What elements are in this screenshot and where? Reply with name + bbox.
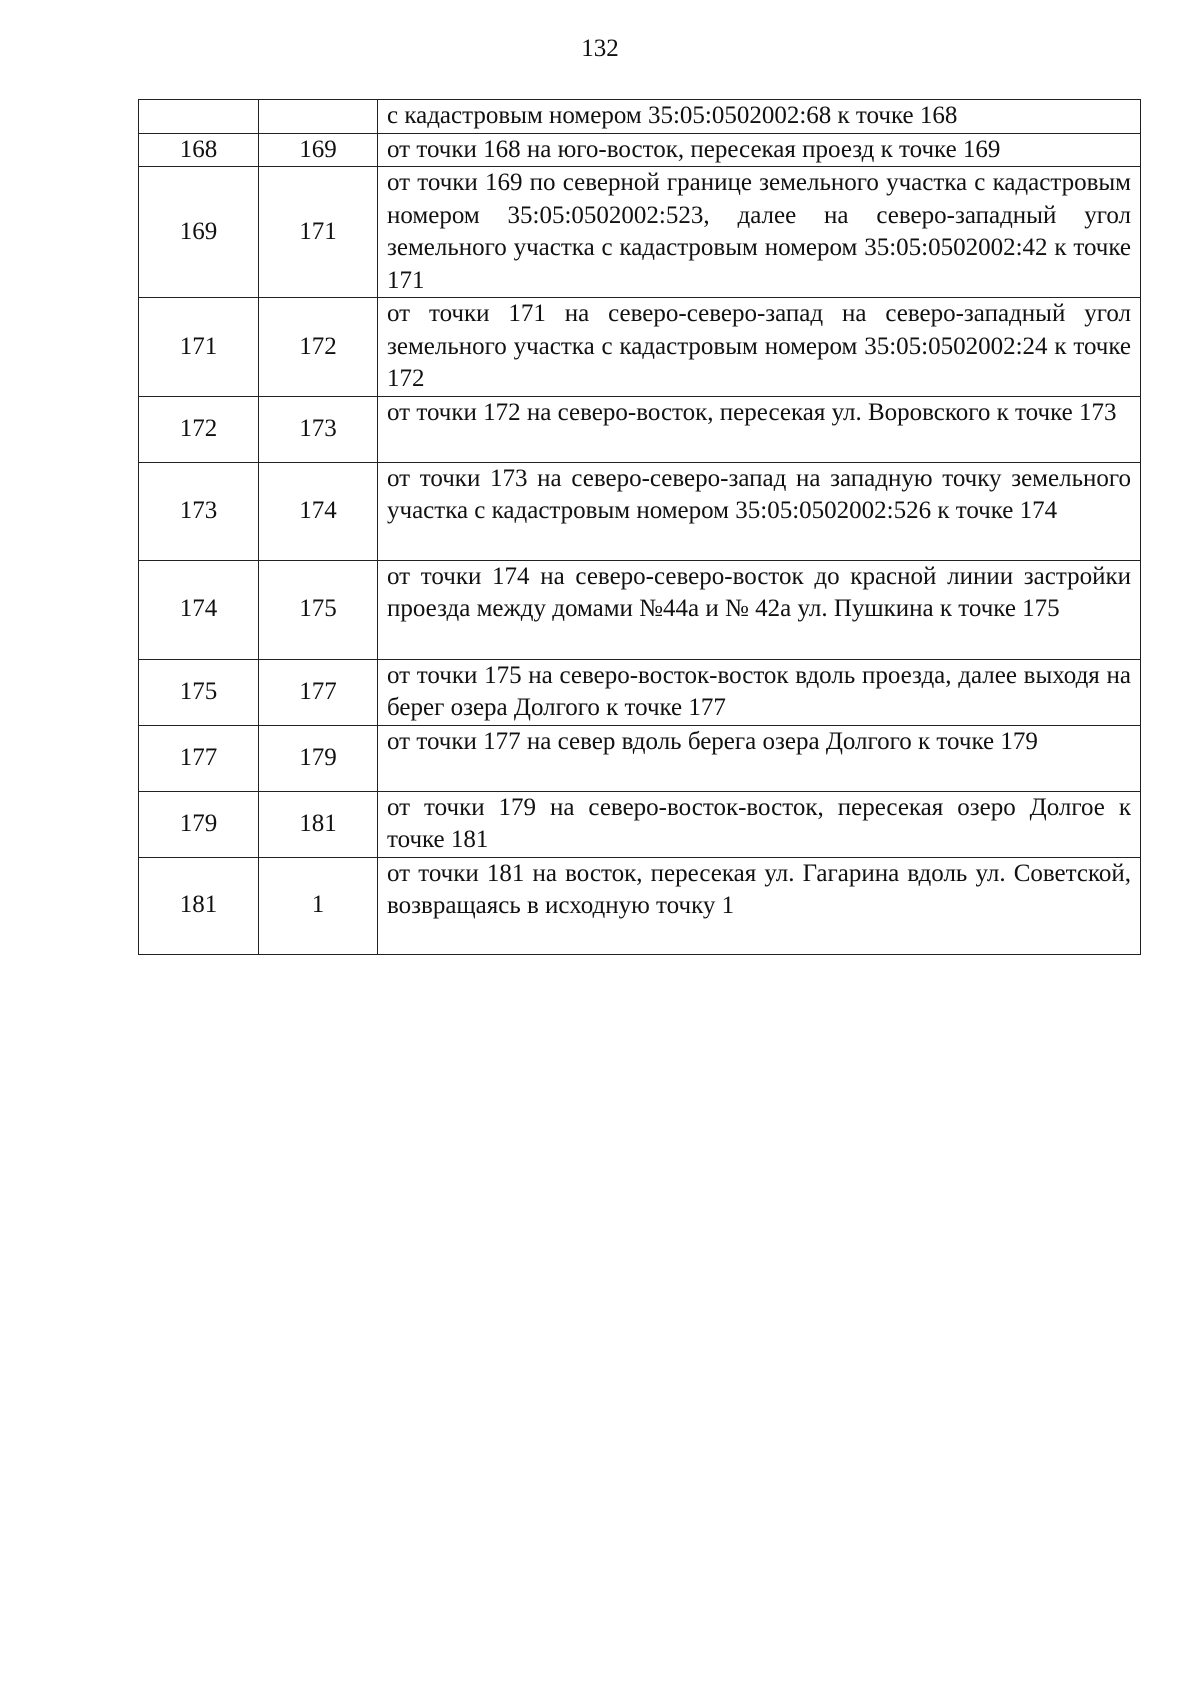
to-point-cell: 181 — [259, 791, 378, 857]
description-cell: от точки 169 по северной границе земельного участка с кадастровым номером 35:05:0502002:523, далее на северо-западный угол земельного участка с кадастровым номером 35:05:0502002:42 к точке 171 — [378, 167, 1141, 298]
description-cell: от точки 175 на северо-восток-восток вдоль проезда, далее выходя на берег озера Долгого к точке 177 — [378, 659, 1141, 725]
to-point-cell: 174 — [259, 462, 378, 560]
to-point-cell: 177 — [259, 659, 378, 725]
boundary-table — [138, 99, 1141, 955]
from-point-cell: 179 — [139, 791, 259, 857]
table-row — [139, 396, 1141, 462]
from-point-cell: 174 — [139, 560, 259, 659]
table-row — [139, 167, 1141, 298]
to-point-cell: 171 — [259, 167, 378, 298]
page-number: 132 — [581, 35, 619, 62]
from-point-cell: 181 — [139, 857, 259, 954]
table-row — [139, 659, 1141, 725]
from-point-cell: 171 — [139, 298, 259, 397]
description-cell: от точки 174 на северо-северо-восток до красной линии застройки проезда между домами №44а и № 42а ул. Пушкина к точке 175 — [378, 560, 1141, 659]
from-point-cell: 177 — [139, 725, 259, 791]
table-row — [139, 791, 1141, 857]
to-point-cell: 169 — [259, 133, 378, 167]
description-cell: с кадастровым номером 35:05:0502002:68 к точке 168 — [378, 100, 1141, 134]
from-point-cell: 169 — [139, 167, 259, 298]
description-cell: от точки 181 на восток, пересекая ул. Гагарина вдоль ул. Советской, возвращаясь в исходную точку 1 — [378, 857, 1141, 954]
from-point-cell: 168 — [139, 133, 259, 167]
table-row — [139, 560, 1141, 659]
table-row — [139, 100, 1141, 134]
to-point-cell: 1 — [259, 857, 378, 954]
table-row — [139, 857, 1141, 954]
description-cell: от точки 177 на север вдоль берега озера Долгого к точке 179 — [378, 725, 1141, 791]
description-cell: от точки 179 на северо-восток-восток, пересекая озеро Долгое к точке 181 — [378, 791, 1141, 857]
from-point-cell — [139, 100, 259, 134]
to-point-cell — [259, 100, 378, 134]
from-point-cell: 175 — [139, 659, 259, 725]
from-point-cell: 173 — [139, 462, 259, 560]
table-row — [139, 133, 1141, 167]
description-cell: от точки 171 на северо-северо-запад на северо-западный угол земельного участка с кадастровым номером 35:05:0502002:24 к точке 172 — [378, 298, 1141, 397]
to-point-cell: 179 — [259, 725, 378, 791]
to-point-cell: 172 — [259, 298, 378, 397]
table-row — [139, 725, 1141, 791]
table-row — [139, 298, 1141, 397]
to-point-cell: 173 — [259, 396, 378, 462]
description-cell: от точки 172 на северо-восток, пересекая ул. Воровского к точке 173 — [378, 396, 1141, 462]
to-point-cell: 175 — [259, 560, 378, 659]
table-row — [139, 462, 1141, 560]
from-point-cell: 172 — [139, 396, 259, 462]
description-cell: от точки 168 на юго-восток, пересекая проезд к точке 169 — [378, 133, 1141, 167]
description-cell: от точки 173 на северо-северо-запад на западную точку земельного участка с кадастровым номером 35:05:0502002:526 к точке 174 — [378, 462, 1141, 560]
